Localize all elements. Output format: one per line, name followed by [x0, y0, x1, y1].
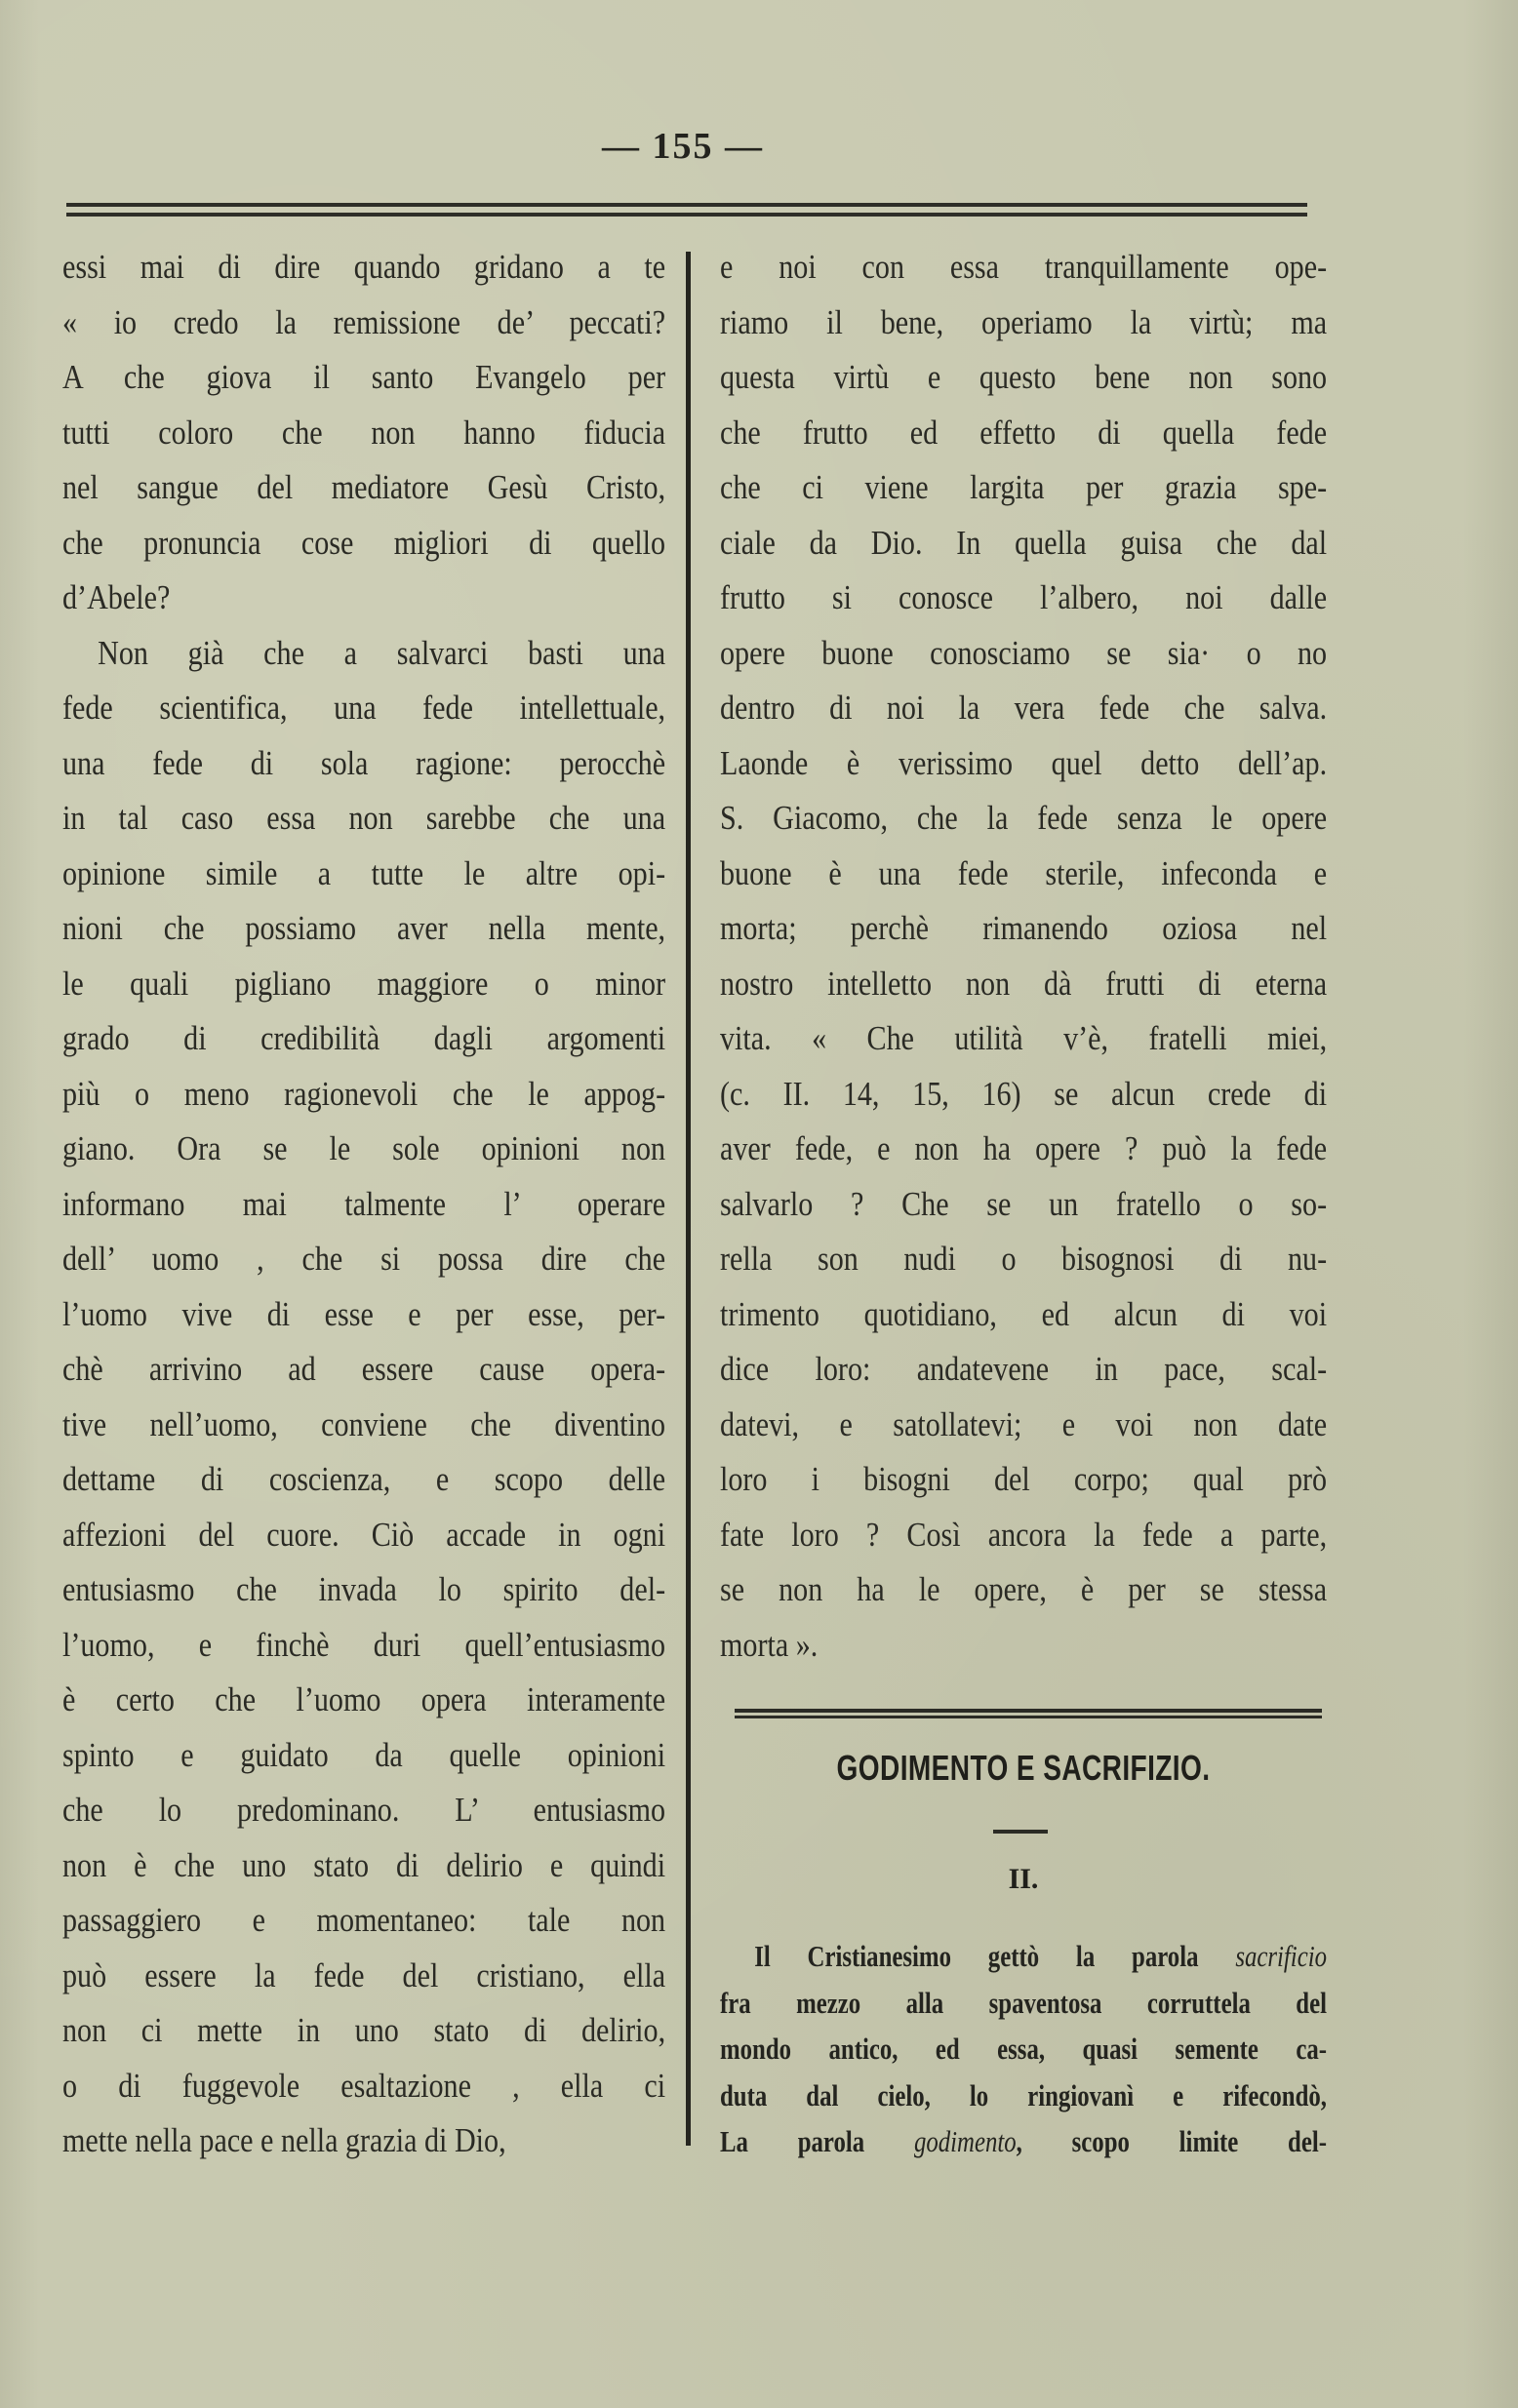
section-text-line	[720, 2026, 1327, 2072]
text-line: fate loro ? Così ancora la fede a parte,	[720, 1515, 1328, 1554]
text-line: entusiasmo che invada lo spirito del-	[62, 1570, 666, 1608]
text-line: Laonde è verissimo quel detto dell’ap.	[720, 743, 1328, 782]
text-line: tive nell’uomo, conviene che diventino	[62, 1404, 666, 1443]
text-run: La parola	[720, 2124, 914, 2158]
text-line: opinione simile a tutte le altre opi-	[62, 853, 666, 892]
text-line: opere buone conosciamo se sia· o no	[720, 633, 1328, 672]
page-number: — 155 —	[602, 126, 764, 167]
text-line: in tal caso essa non sarebbe che una	[62, 799, 666, 837]
text-line: buone è una fede sterile, infeconda e	[720, 853, 1328, 892]
section-text-line	[720, 1933, 1327, 1980]
text-line: informano mai talmente l’ operare	[62, 1184, 666, 1223]
text-line: che lo predominano. L’ entusiasmo	[62, 1791, 666, 1829]
text-line: aver fede, e non ha opere ? può la fede	[720, 1129, 1328, 1167]
text-line: frutto si conosce l’albero, noi dalle	[720, 578, 1328, 616]
text-line: l’uomo, e finchè duri quell’entusiasmo	[62, 1625, 666, 1664]
text-run: , scopo limite del-	[1016, 2124, 1327, 2158]
text-run: mondo antico, ed essa, quasi semente ca-	[720, 2032, 1327, 2066]
text-line: A che giova il santo Evangelo per	[62, 358, 666, 396]
right-column	[720, 240, 1327, 1673]
text-line: datevi, e satollatevi; e voi non date	[720, 1404, 1328, 1443]
text-line: (c. II. 14, 15, 16) se alcun crede di	[720, 1074, 1328, 1113]
text-line: vita. « Che utilità v’è, fratelli miei,	[720, 1019, 1328, 1057]
text-line: essi mai di dire quando gridano a te	[62, 248, 666, 286]
text-line: fede scientifica, una fede intellettuale,	[62, 689, 666, 727]
text-line: che pronuncia cose migliori di quello	[62, 523, 666, 562]
text-line: morta ».	[720, 1625, 819, 1664]
text-line: spinto e guidato da quelle opinioni	[62, 1735, 666, 1774]
text-line: trimento quotidiano, ed alcun di voi	[720, 1294, 1328, 1333]
section-text-line	[720, 2072, 1327, 2119]
text-line: e noi con essa tranquillamente ope-	[720, 248, 1328, 286]
text-line: dentro di noi la vera fede che salva.	[720, 689, 1328, 727]
section-number: II.	[1008, 1863, 1039, 1895]
text-line: Non già che a salvarci basti una	[98, 633, 666, 672]
text-line: dettame di coscienza, e scopo delle	[62, 1460, 666, 1498]
section-text-line	[720, 2118, 1327, 2165]
text-line: riamo il bene, operiamo la virtù; ma	[720, 302, 1328, 341]
text-line: più o meno ragionevoli che le appog-	[62, 1074, 666, 1113]
text-line: ciale da Dio. In quella guisa che dal	[720, 523, 1328, 562]
text-line: se non ha le opere, è per se stessa	[720, 1570, 1328, 1608]
text-line: può essere la fede del cristiano, ella	[62, 1955, 666, 1994]
text-line: nostro intelletto non dà frutti di eterna	[720, 964, 1328, 1003]
text-line: morta; perchè rimanendo oziosa nel	[720, 909, 1328, 947]
text-line: salvarlo ? Che se un fratello o so-	[720, 1184, 1328, 1223]
text-run: Il Cristianesimo gettò la parola	[754, 1939, 1236, 1973]
text-line: loro i bisogni del corpo; qual prò	[720, 1460, 1328, 1498]
text-line: rella son nudi o bisognosi di nu-	[720, 1240, 1328, 1278]
text-line: tutti coloro che non hanno fiducia	[62, 413, 666, 452]
text-line: grado di credibilità dagli argomenti	[62, 1019, 666, 1057]
text-line: non ci mette in uno stato di delirio,	[62, 2011, 666, 2049]
text-line: mette nella pace e nella grazia di Dio,	[62, 2121, 506, 2159]
text-line: giano. Ora se le sole opinioni non	[62, 1129, 666, 1167]
section-double-rule	[735, 1709, 1322, 1718]
text-line: nel sangue del mediatore Gesù Cristo,	[62, 468, 666, 506]
text-line: nioni che possiamo aver nella mente,	[62, 909, 666, 947]
text-line: dell’ uomo , che si possa dire che	[62, 1240, 666, 1278]
column-divider	[686, 252, 691, 2146]
text-run: fra mezzo alla spaventosa corruttela del	[720, 1985, 1327, 2020]
text-line: che frutto ed effetto di quella fede	[720, 413, 1328, 452]
text-line: d’Abele?	[62, 578, 171, 616]
section-text-line	[720, 1980, 1327, 2027]
text-line: le quali pigliano maggiore o minor	[62, 964, 666, 1003]
italic-term: godimento	[913, 2124, 1017, 2158]
text-line: dice loro: andatevene in pace, scal-	[720, 1350, 1328, 1388]
text-line: chè arrivino ad essere cause opera-	[62, 1350, 666, 1388]
text-line: « io credo la remissione de’ peccati?	[62, 302, 666, 341]
section-body	[720, 1933, 1327, 2165]
section-short-rule	[993, 1830, 1048, 1834]
section-title: GODIMENTO E SACRIFIZIO.	[836, 1748, 1211, 1788]
text-run: duta dal cielo, lo ringiovanì e rifecondò,	[720, 2077, 1327, 2112]
text-line: è certo che l’uomo opera interamente	[62, 1680, 666, 1718]
italic-term: sacrificio	[1235, 1939, 1327, 1973]
text-line: S. Giacomo, che la fede senza le opere	[720, 799, 1328, 837]
text-line: non è che uno stato di delirio e quindi	[62, 1845, 666, 1884]
text-line: o di fuggevole esaltazione , ella ci	[62, 2066, 666, 2105]
text-line: una fede di sola ragione: perocchè	[62, 743, 666, 782]
text-line: affezioni del cuore. Ciò accade in ogni	[62, 1515, 666, 1554]
text-line: l’uomo vive di esse e per esse, per-	[62, 1294, 666, 1333]
left-column	[62, 240, 665, 2169]
text-line: che ci viene largita per grazia spe-	[720, 468, 1328, 506]
text-line: questa virtù e questo bene non sono	[720, 358, 1328, 396]
text-line: passaggiero e momentaneo: tale non	[62, 1901, 666, 1939]
header-double-rule	[66, 203, 1307, 217]
